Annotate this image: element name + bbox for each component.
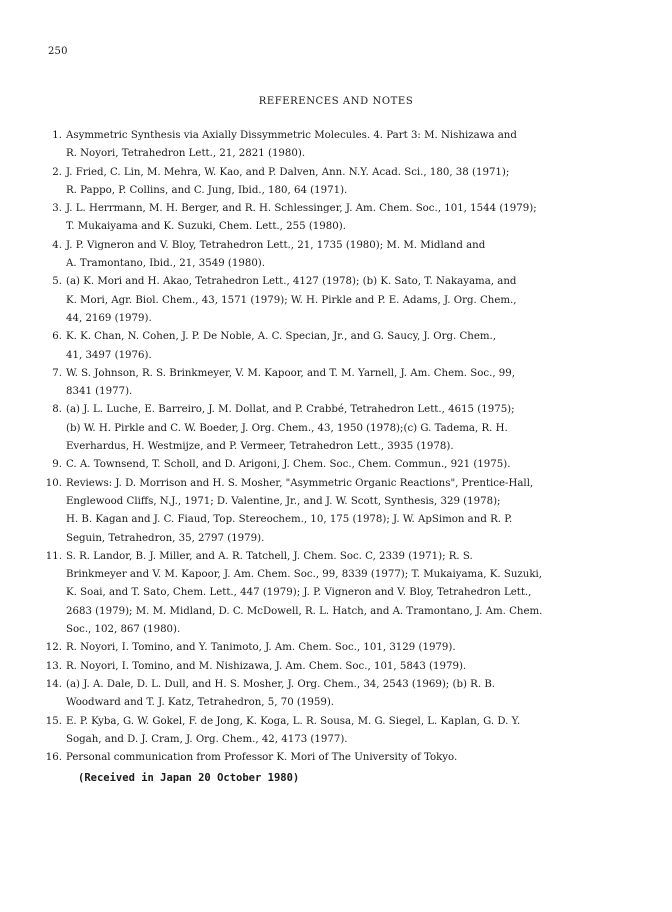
reference-line: K. Soai, and T. Sato, Chem. Lett., 447 (1979); J. P. Vigneron and V. Bloy, Tetrahedron Lett., <box>66 587 532 599</box>
reference-item <box>32 475 640 548</box>
reference-line: Asymmetric Synthesis via Axially Dissymmetric Molecules. 4. Part 3: M. Nishizawa and <box>66 130 517 141</box>
reference-line: T. Mukaiyama and K. Suzuki, Chem. Lett., 255 (1980). <box>66 221 346 233</box>
reference-item <box>32 749 640 767</box>
reference-number: 11. <box>45 550 62 562</box>
reference-line: Woodward and T. J. Katz, Tetrahedron, 5, 70 (1959). <box>66 697 335 709</box>
reference-line: K. Mori, Agr. Biol. Chem., 43, 1571 (1979); W. H. Pirkle and P. E. Adams, J. Org. Chem., <box>66 294 517 306</box>
reference-number: 10. <box>45 477 62 489</box>
reference-line: A. Tramontano, Ibid., 21, 3549 (1980). <box>66 258 266 270</box>
reference-line: W. S. Johnson, R. S. Brinkmeyer, V. M. Kapoor, and T. M. Yarnell, J. Am. Chem. Soc., 99, <box>66 367 515 379</box>
reference-item <box>32 658 640 676</box>
reference-item <box>32 676 640 713</box>
reference-number: 5. <box>52 276 62 288</box>
reference-line: H. B. Kagan and J. C. Fiaud, Top. Stereochem., 10, 175 (1978); J. W. ApSimon and R. P. <box>66 514 513 526</box>
reference-item <box>32 639 640 657</box>
reference-line: R. Noyori, I. Tomino, and M. Nishizawa, J. Am. Chem. Soc., 101, 5843 (1979). <box>66 660 467 672</box>
reference-line: Reviews: J. D. Morrison and H. S. Mosher, "Asymmetric Organic Reactions", Prentice-Hall, <box>66 477 534 489</box>
received-date: (Received in Japan 20 October 1980) <box>78 772 300 784</box>
reference-number: 9. <box>52 459 62 471</box>
reference-number: 1. <box>52 130 62 141</box>
reference-line: Soc., 102, 867 (1980). <box>66 624 181 636</box>
reference-line: Brinkmeyer and V. M. Kapoor, J. Am. Chem. Soc., 99, 8339 (1977); T. Mukaiyama, K. Suzuki, <box>66 569 542 581</box>
reference-line: R. Noyori, I. Tomino, and Y. Tanimoto, J. Am. Chem. Soc., 101, 3129 (1979). <box>66 642 456 654</box>
reference-line: J. Fried, C. Lin, M. Mehra, W. Kao, and P. Dalven, Ann. N.Y. Acad. Sci., 180, 38 (1971); <box>66 166 510 178</box>
reference-line: Englewood Cliffs, N.J., 1971; D. Valentine, Jr., and J. W. Scott, Synthesis, 329 (1978); <box>66 495 501 507</box>
reference-number: 7. <box>52 367 62 379</box>
reference-line: E. P. Kyba, G. W. Gokel, F. de Jong, K. Koga, L. R. Sousa, M. G. Siegel, L. Kaplan, G. D. Y. <box>66 715 521 727</box>
reference-number: 15. <box>45 715 62 727</box>
reference-number: 12. <box>45 642 62 654</box>
reference-item <box>32 273 640 328</box>
reference-item <box>32 328 640 365</box>
reference-line: (b) W. H. Pirkle and C. W. Boeder, J. Org. Chem., 43, 1950 (1978);(c) G. Tadema, R. H. <box>66 422 508 434</box>
reference-item <box>32 200 640 237</box>
reference-number: 13. <box>45 660 62 672</box>
reference-line: S. R. Landor, B. J. Miller, and A. R. Tatchell, J. Chem. Soc. C, 2339 (1971); R. S. <box>66 550 473 562</box>
reference-item <box>32 548 640 639</box>
reference-number: 6. <box>52 331 62 343</box>
reference-line: (a) J. L. Luche, E. Barreiro, J. M. Dollat, and P. Crabbé, Tetrahedron Lett., 4615 (1975); <box>66 404 515 416</box>
reference-number: 2. <box>52 166 62 178</box>
reference-line: R. Pappo, P. Collins, and C. Jung, Ibid., 180, 64 (1971). <box>66 184 348 196</box>
reference-number: 3. <box>52 203 62 215</box>
reference-line: Everhardus, H. Westmijze, and P. Vermeer, Tetrahedron Lett., 3935 (1978). <box>66 441 454 453</box>
references-heading: REFERENCES AND NOTES <box>258 96 414 107</box>
reference-item <box>32 401 640 456</box>
reference-number: 16. <box>45 752 62 764</box>
reference-line: Personal communication from Professor K. Mori of The University of Tokyo. <box>66 752 458 764</box>
reference-line: Sogah, and D. J. Cram, J. Org. Chem., 42, 4173 (1977). <box>66 733 348 745</box>
reference-item <box>32 456 640 474</box>
reference-item <box>32 365 640 402</box>
reference-item <box>32 164 640 201</box>
reference-line: J. L. Herrmann, M. H. Berger, and R. H. Schlessinger, J. Am. Chem. Soc., 101, 1544 (1979); <box>66 203 537 215</box>
reference-item <box>32 237 640 274</box>
reference-line: C. A. Townsend, T. Scholl, and D. Arigoni, J. Chem. Soc., Chem. Commun., 921 (1975). <box>66 459 511 471</box>
reference-item <box>32 127 640 164</box>
reference-number: 14. <box>45 678 62 690</box>
page-number: 250 <box>48 46 68 57</box>
reference-line: R. Noyori, Tetrahedron Lett., 21, 2821 (1980). <box>66 148 306 160</box>
reference-line: 41, 3497 (1976). <box>66 349 152 361</box>
reference-line: 44, 2169 (1979). <box>66 312 152 324</box>
reference-number: 4. <box>52 239 62 251</box>
reference-number: 8. <box>52 404 62 416</box>
reference-item <box>32 713 640 750</box>
reference-line: (a) J. A. Dale, D. L. Dull, and H. S. Mosher, J. Org. Chem., 34, 2543 (1969); (b) R. B. <box>66 678 496 690</box>
reference-line: 2683 (1979); M. M. Midland, D. C. McDowell, R. L. Hatch, and A. Tramontano, J. Am. Chem. <box>66 605 543 617</box>
reference-line: 8341 (1977). <box>66 386 133 398</box>
reference-line: K. K. Chan, N. Cohen, J. P. De Noble, A. C. Specian, Jr., and G. Saucy, J. Org. Chem., <box>66 331 496 343</box>
reference-line: J. P. Vigneron and V. Bloy, Tetrahedron Lett., 21, 1735 (1980); M. M. Midland and <box>66 239 486 251</box>
references-list <box>32 127 640 767</box>
reference-line: Seguin, Tetrahedron, 35, 2797 (1979). <box>66 532 265 544</box>
reference-line: (a) K. Mori and H. Akao, Tetrahedron Lett., 4127 (1978); (b) K. Sato, T. Nakayama, and <box>66 276 517 288</box>
